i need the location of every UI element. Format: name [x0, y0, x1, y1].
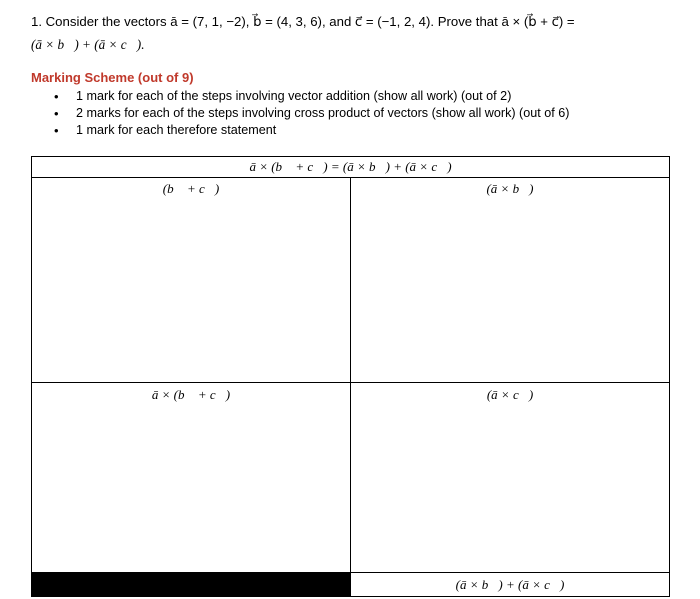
marking-scheme-item: • 1 mark for each of the steps involving vector addition (show all work) (out of 2): [54, 88, 569, 105]
work-cell-b-plus-c[interactable]: [32, 177, 351, 383]
cell-label: ā × (b⃗ + c⃗): [151, 387, 231, 402]
work-table: [31, 156, 670, 597]
marking-scheme-item: • 1 mark for each therefore statement: [54, 122, 569, 139]
work-cell-a-cross-c[interactable]: [351, 383, 669, 572]
work-cell-a-cross-b[interactable]: [351, 177, 669, 383]
cell-label: (ā × c⃗): [486, 387, 534, 402]
cell-label: (ā × b⃗): [486, 181, 534, 196]
question-line-2: (ā × b⃗) + (ā × c⃗).: [31, 37, 145, 52]
table-header: ā × (b⃗ + c⃗) = (ā × b⃗) + (ā × c⃗): [32, 157, 669, 178]
cell-label: (ā × b⃗) + (ā × c⃗): [455, 577, 565, 592]
marking-scheme-item: • 2 marks for each of the steps involving cross product of vectors (show all work) (out of 6): [54, 105, 569, 122]
redacted-block: [32, 572, 351, 596]
work-cell-a-cross-b-plus-c[interactable]: [32, 383, 351, 572]
question-line-1: 1. Consider the vectors ā = (7, 1, −2), b⃗ = (4, 3, 6), and c⃗ = (−1, 2, 4). Prove that ā × (b⃗ + c⃗) =: [31, 14, 575, 29]
question-text: [31, 10, 671, 56]
cell-label: (b⃗ + c⃗): [162, 181, 220, 196]
work-cell-sum[interactable]: [351, 572, 669, 596]
marking-scheme-list: [54, 88, 569, 139]
marking-scheme-title: Marking Scheme (out of 9): [31, 70, 194, 85]
